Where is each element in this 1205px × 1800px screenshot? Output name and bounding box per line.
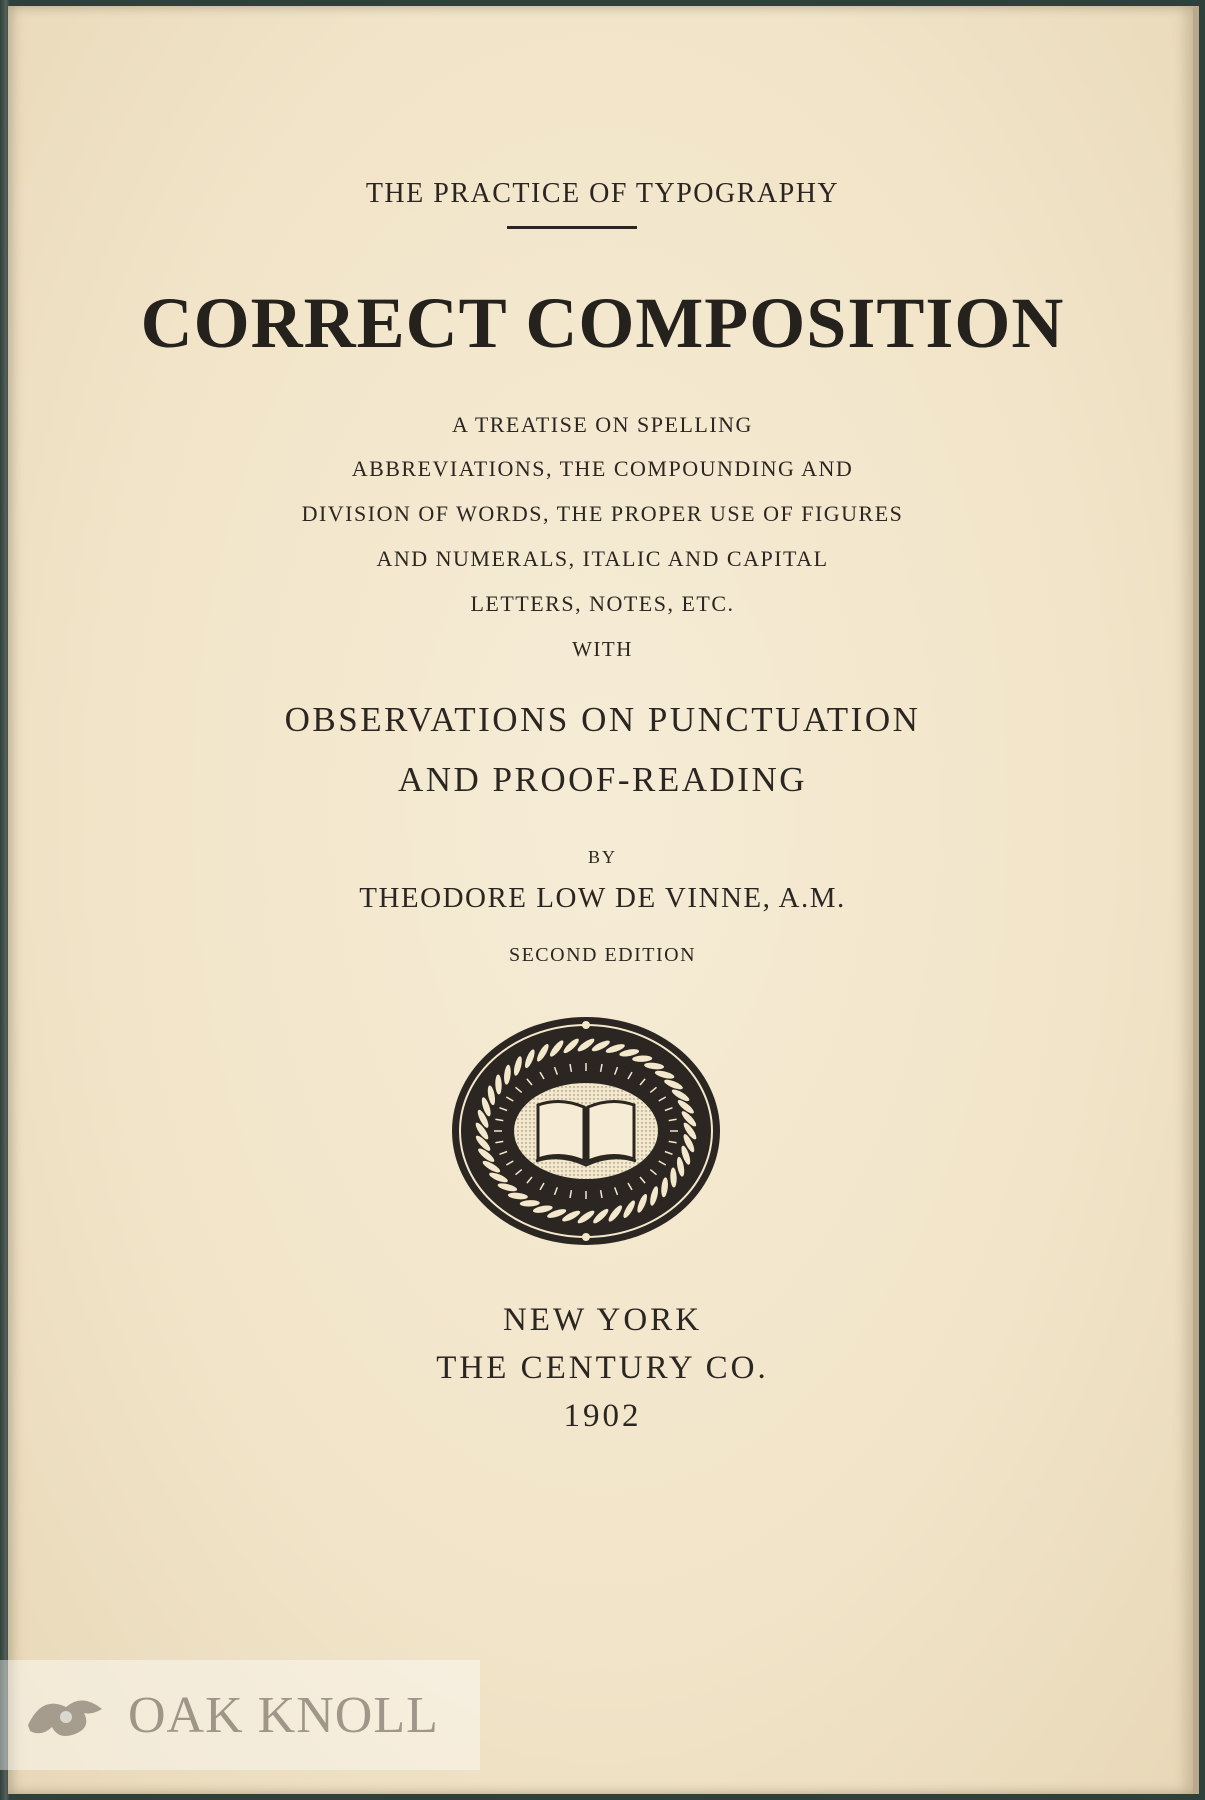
imprint-city: NEW YORK (502, 1302, 703, 1338)
with-label: WITH (572, 637, 633, 661)
watermark (0, 1660, 480, 1770)
edition-label: SECOND EDITION (508, 944, 697, 966)
description-line: LETTERS, NOTES, ETC. (470, 591, 735, 616)
by-label: BY (587, 847, 617, 867)
observations-line: AND PROOF-READING (397, 760, 808, 799)
description-line: AND NUMERALS, ITALIC AND CAPITAL (376, 546, 829, 571)
book-wreath-icon (448, 1013, 724, 1249)
title-rule (507, 226, 637, 229)
series-title: THE PRACTICE OF TYPOGRAPHY (365, 178, 840, 209)
description-line: ABBREVIATIONS, THE COMPOUNDING AND (351, 456, 854, 481)
author-name: THEODORE LOW DE VINNE, A.M. (359, 882, 846, 914)
description-line: A TREATISE ON SPELLING (452, 412, 753, 437)
description-line: DIVISION OF WORDS, THE PROPER USE OF FIGURES (301, 501, 904, 526)
imprint-year: 1902 (563, 1398, 642, 1434)
imprint-publisher: THE CENTURY CO. (436, 1350, 769, 1386)
watermark-text: OAK KNOLL (128, 1686, 439, 1744)
observations-line: OBSERVATIONS ON PUNCTUATION (284, 700, 921, 739)
oak-knoll-logo-icon (22, 1685, 110, 1745)
main-title: CORRECT COMPOSITION (140, 283, 1065, 363)
